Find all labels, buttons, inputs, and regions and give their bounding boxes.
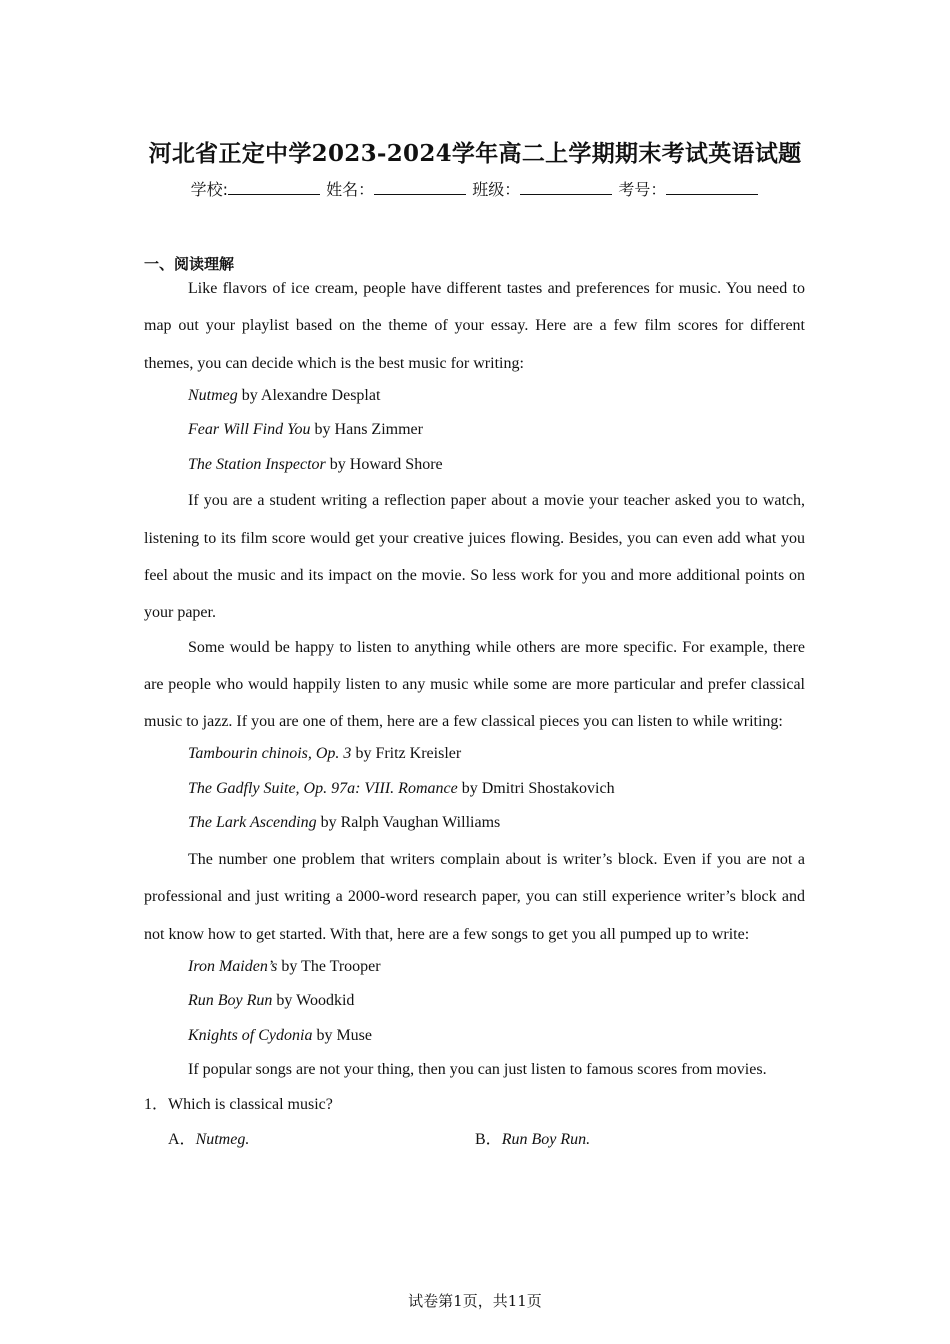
option-b-label: B． bbox=[475, 1131, 502, 1149]
song-title: Iron Maiden’s bbox=[188, 957, 278, 975]
classical-title: Tambourin chinois, Op. 3 bbox=[188, 745, 352, 763]
film-composer: by Howard Shore bbox=[325, 455, 443, 473]
paragraph-3: Some would be happy to listen to anything while others are more specific. For example, there are people who would happily listen to any music while some are more particular and prefer classical music to jazz. If you are one of them, here are a few classical pieces you can listen to while writing: bbox=[144, 638, 805, 731]
song-artist: by Muse bbox=[312, 1026, 373, 1044]
film-title: Nutmeg bbox=[188, 386, 238, 404]
option-b-text: Run Boy Run. bbox=[501, 1131, 591, 1149]
school-label: 学校: bbox=[190, 180, 229, 199]
song-title: Run Boy Run bbox=[188, 992, 273, 1010]
reading-passage bbox=[144, 270, 805, 1157]
film-composer: by Hans Zimmer bbox=[310, 421, 423, 439]
class-blank[interactable] bbox=[520, 180, 612, 195]
question-text: Which is classical music? bbox=[168, 1095, 333, 1113]
list-item bbox=[144, 984, 805, 1019]
list-item bbox=[144, 413, 805, 448]
list-item bbox=[144, 379, 805, 414]
list-item bbox=[144, 448, 805, 483]
classical-composer: by Dmitri Shostakovich bbox=[457, 779, 615, 797]
exam-title: 河北省正定中学2023-2024学年高二上学期期末考试英语试题 bbox=[148, 140, 802, 167]
list-item bbox=[144, 772, 805, 807]
list-item bbox=[144, 806, 805, 841]
classical-composer: by Fritz Kreisler bbox=[351, 745, 462, 763]
class-label: 班级： bbox=[472, 180, 521, 199]
classical-title: The Gadfly Suite, Op. 97a: VIII. Romance bbox=[188, 779, 458, 797]
option-a-label: A． bbox=[168, 1131, 196, 1149]
question-number: 1． bbox=[144, 1095, 169, 1113]
classical-composer: by Ralph Vaughan Williams bbox=[316, 814, 501, 832]
paragraph-1: Like flavors of ice cream, people have different tastes and preferences for music. You need to map out your playlist based on the theme of your essay. Here are a few film scores for different themes, you can decide which is the best music for writing: bbox=[144, 280, 805, 372]
name-label: 姓名： bbox=[326, 180, 375, 199]
name-blank[interactable] bbox=[374, 180, 466, 195]
paragraph-4: The number one problem that writers complain about is writer’s block. Even if you are not a professional and just writing a 2000-word research paper, you can still experience writer’s block and not know how to get started. With that, here are a few songs to get you all pumped up to write: bbox=[144, 850, 805, 943]
classical-title: The Lark Ascending bbox=[188, 814, 317, 832]
question-1-options bbox=[144, 1122, 805, 1157]
option-a[interactable] bbox=[168, 1122, 249, 1157]
film-title: The Station Inspector bbox=[188, 455, 326, 473]
song-artist: by Woodkid bbox=[272, 992, 355, 1010]
student-info-line bbox=[0, 177, 950, 200]
number-blank[interactable] bbox=[666, 180, 758, 195]
film-composer: by Alexandre Desplat bbox=[237, 386, 381, 404]
question-1 bbox=[144, 1088, 805, 1123]
number-label: 考号： bbox=[618, 180, 667, 199]
list-item bbox=[144, 737, 805, 772]
option-b[interactable] bbox=[475, 1122, 590, 1157]
film-title: Fear Will Find You bbox=[188, 421, 311, 439]
page-footer: 试卷第1页，共11页 bbox=[408, 1292, 542, 1310]
paragraph-2: If you are a student writing a reflection paper about a movie your teacher asked you to watch, listening to its film score would get your creative juices flowing. Besides, you can even add what you feel about the music and its impact on the movie. So less work for you and more additional points on your paper. bbox=[144, 492, 805, 622]
song-title: Knights of Cydonia bbox=[188, 1026, 313, 1044]
paragraph-5: If popular songs are not your thing, then you can just listen to famous scores from movies. bbox=[188, 1061, 767, 1079]
list-item bbox=[144, 950, 805, 985]
song-artist: by The Trooper bbox=[277, 957, 381, 975]
list-item bbox=[144, 1019, 805, 1054]
school-blank[interactable] bbox=[228, 180, 320, 195]
section-heading: 一、阅读理解 bbox=[144, 255, 235, 273]
option-a-text: Nutmeg. bbox=[195, 1131, 250, 1149]
